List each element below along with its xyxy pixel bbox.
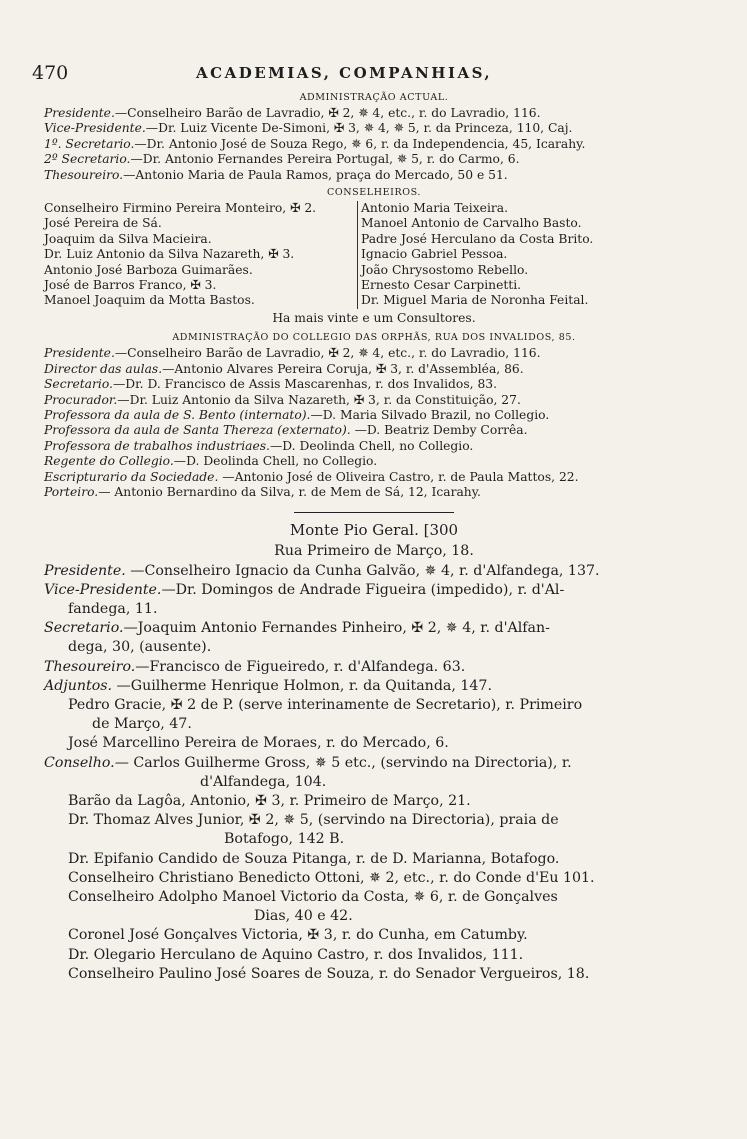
page-header	[32, 60, 704, 86]
section-heading-conselheiros: CONSELHEIROS.	[326, 187, 422, 199]
list-item: Padre José Herculano da Costa Brito.	[361, 231, 594, 246]
list-item: Conselheiro Firmino Pereira Monteiro, ✠ 2.	[44, 201, 317, 216]
officer-line: 1º. Secretario.—Dr. Antonio José de Souza Rego, ✵ 6, r. da Independencia, 45, Icarahy.	[44, 136, 586, 151]
page-number: 470	[32, 62, 69, 84]
officer-line: Thesoureiro.—Antonio Maria de Paula Ramos, praça do Mercado, 50 e 51.	[44, 167, 508, 182]
list-item: Coronel José Gonçalves Victoria, ✠ 3, r. do Cunha, em Catumby.	[68, 927, 528, 944]
list-item: Dr. Luiz Antonio da Silva Nazareth, ✠ 3.	[44, 247, 295, 262]
list-item: José de Barros Franco, ✠ 3.	[44, 278, 217, 293]
consultores-note: Ha mais vinte e um Consultores.	[272, 310, 476, 325]
running-title: ACADEMIAS, COMPANHIAS,	[196, 64, 493, 82]
list-item: João Chrysostomo Rebello.	[361, 262, 529, 277]
list-item: José Marcellino Pereira de Moraes, r. do Mercado, 6.	[68, 735, 449, 752]
officer-line: Vice-Presidente.—Dr. Domingos de Andrade Figueira (impedido), r. d'Al- fandega, 11.	[44, 581, 565, 617]
conselheiros-col-left	[44, 201, 357, 309]
officer-line: Vice-Presidente.—Dr. Luiz Vicente De-Simoni, ✠ 3, ✵ 4, ✵ 5, r. da Princeza, 110, Caj.	[44, 121, 573, 136]
officer-line: Professora da aula de Santa Thereza (externato). —D. Beatriz Demby Corrêa.	[44, 423, 528, 438]
officer-line: Secretario.—Dr. D. Francisco de Assis Mascarenhas, r. dos Invalidos, 83.	[44, 377, 498, 392]
list-item: Manoel Joaquim da Motta Bastos.	[44, 293, 255, 308]
adm-actual-list	[44, 106, 704, 183]
list-item: Dr. Miguel Maria de Noronha Feital.	[361, 293, 589, 308]
officer-line: Secretario.—Joaquim Antonio Fernandes Pinheiro, ✠ 2, ✵ 4, r. d'Alfan- dega, 30, (ausente).	[44, 620, 550, 656]
section-heading-adm-actual: ADMINISTRAÇÃO ACTUAL.	[299, 92, 449, 103]
officer-line: Adjuntos. —Guilherme Henrique Holmon, r. da Quitanda, 147.	[44, 677, 492, 694]
list-item: Joaquim da Silva Macieira.	[44, 231, 212, 246]
list-item: Ernesto Cesar Carpinetti.	[361, 278, 522, 293]
officer-line: Porteiro.— Antonio Bernardino da Silva, r. de Mem de Sá, 12, Icarahy.	[44, 484, 481, 499]
officer-line: Regente do Collegio.—D. Deolinda Chell, no Collegio.	[44, 454, 378, 469]
list-item: Dr. Epifanio Candido de Souza Pitanga, r. de D. Marianna, Botafogo.	[68, 850, 560, 867]
monte-pio-list	[44, 562, 704, 984]
officer-line: Conselho.— Carlos Guilherme Gross, ✵ 5 etc., (servindo na Directoria), r. d'Alfandega, 104.	[44, 754, 572, 790]
officer-line: Professora da aula de S. Bento (internato).—D. Maria Silvado Brazil, no Collegio.	[44, 407, 550, 422]
page	[32, 60, 704, 984]
officer-line: Procurador.—Dr. Luiz Antonio da Silva Nazareth, ✠ 3, r. da Constituição, 27.	[44, 392, 521, 407]
section-divider	[294, 512, 454, 513]
list-item: Dr. Thomaz Alves Junior, ✠ 2, ✵ 5, (servindo na Directoria), praia de Botafogo, 142 B.	[68, 812, 559, 848]
colegio-list	[44, 346, 704, 500]
officer-line: Presidente.—Conselheiro Barão de Lavradio, ✠ 2, ✵ 4, etc., r. do Lavradio, 116.	[44, 106, 541, 120]
officer-line: Professora de trabalhos industriaes.—D. Deolinda Chell, no Collegio.	[44, 438, 474, 453]
list-item: Dr. Olegario Herculano de Aquino Castro, r. dos Invalidos, 111.	[68, 946, 524, 963]
conselheiros-col-right	[357, 201, 704, 309]
officer-line: Presidente.—Conselheiro Barão de Lavradio, ✠ 2, ✵ 4, etc., r. do Lavradio, 116.	[44, 346, 541, 361]
monte-pio-title: Monte Pio Geral. [300	[289, 521, 459, 540]
section-heading-colegio: ADMINISTRAÇÃO DO COLLEGIO DAS ORPHÃS, RUA DOS INVALIDOS, 85.	[172, 332, 576, 344]
officer-line: Thesoureiro.—Francisco de Figueiredo, r. d'Alfandega. 63.	[44, 658, 466, 675]
list-item: Conselheiro Adolpho Manoel Victorio da Costa, ✵ 6, r. de Gonçalves Dias, 40 e 42.	[68, 889, 558, 925]
list-item: Barão da Lagôa, Antonio, ✠ 3, r. Primeiro de Março, 21.	[68, 792, 471, 809]
officer-line: Escripturario da Sociedade. —Antonio José de Oliveira Castro, r. de Paula Mattos, 22.	[44, 469, 579, 484]
officer-line: Presidente. —Conselheiro Ignacio da Cunha Galvão, ✵ 4, r. d'Alfandega, 137.	[44, 562, 600, 579]
list-item: Manoel Antonio de Carvalho Basto.	[361, 216, 582, 231]
list-item: Pedro Gracie, ✠ 2 de P. (serve interinamente de Secretario), r. Primeiro de Março, 47.	[68, 696, 583, 733]
officer-line: 2º Secretario.—Dr. Antonio Fernandes Pereira Portugal, ✵ 5, r. do Carmo, 6.	[44, 152, 520, 167]
list-item: Antonio Maria Teixeira.	[361, 201, 509, 216]
list-item: Conselheiro Paulino José Soares de Souza, r. do Senador Vergueiros, 18.	[68, 965, 590, 982]
list-item: Antonio José Barboza Guimarães.	[44, 262, 253, 277]
list-item: Conselheiro Christiano Benedicto Ottoni, ✵ 2, etc., r. do Conde d'Eu 101.	[68, 869, 595, 886]
list-item: José Pereira de Sá.	[44, 216, 162, 231]
list-item: Ignacio Gabriel Pessoa.	[361, 247, 508, 262]
conselheiros-columns	[44, 201, 704, 309]
officer-line: Director das aulas.—Antonio Alvares Pereira Coruja, ✠ 3, r. d'Assembléa, 86.	[44, 361, 524, 376]
monte-pio-address: Rua Primeiro de Março, 18.	[274, 543, 474, 560]
